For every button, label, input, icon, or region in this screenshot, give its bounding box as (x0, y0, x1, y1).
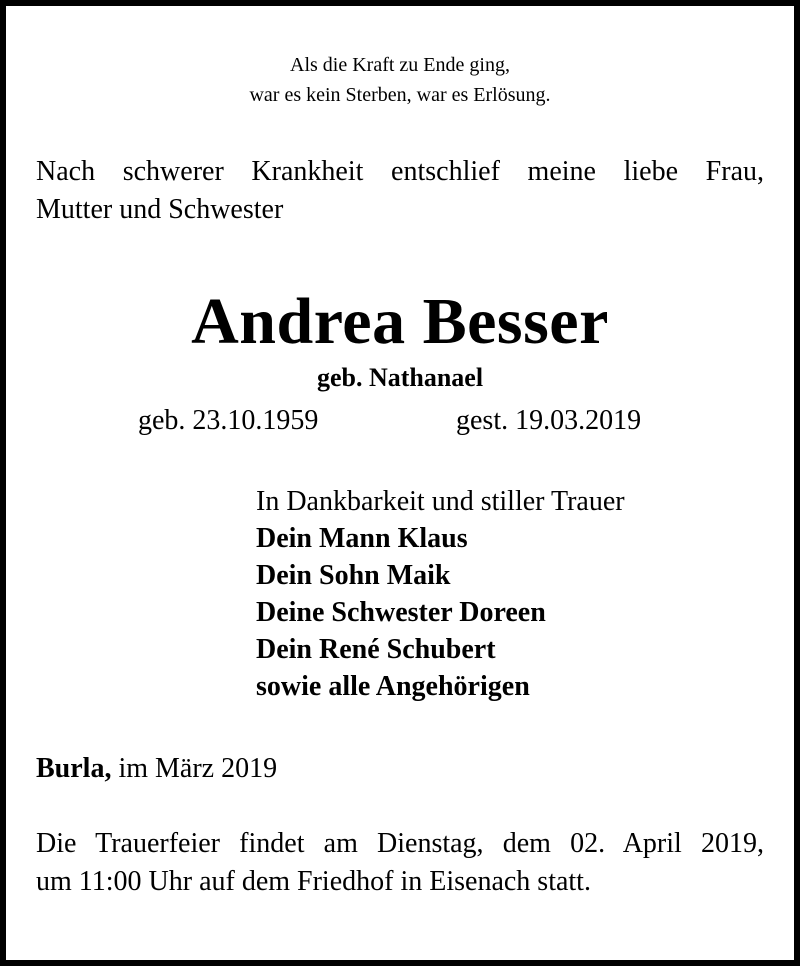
mourner-name: Dein Sohn Maik (256, 560, 451, 591)
place-date: im März 2019 (111, 753, 278, 784)
birth-date: geb. 23.10.1959 (138, 405, 319, 436)
place-town: Burla, (36, 753, 112, 784)
intro-line-1: Nach schwerer Krankheit entschlief meine liebe Frau, (36, 156, 764, 187)
mourners-block (256, 483, 625, 705)
death-date: gest. 19.03.2019 (456, 405, 642, 436)
mourner-name: sowie alle Angehörigen (256, 671, 530, 702)
mourners-heading: In Dankbarkeit und stiller Trauer (256, 486, 625, 517)
motto-line-2: war es kein Sterben, war es Erlösung. (249, 84, 551, 106)
mourner-name: Dein René Schubert (256, 634, 496, 665)
motto-line-1: Als die Kraft zu Ende ging, (290, 54, 510, 76)
funeral-notice-line-2: um 11:00 Uhr auf dem Friedhof in Eisenach statt. (36, 866, 591, 897)
mourner-name: Dein Mann Klaus (256, 523, 468, 554)
deceased-name: Andrea Besser (191, 285, 609, 358)
place-and-date (36, 750, 277, 788)
funeral-notice-line-1: Die Trauerfeier findet am Dienstag, dem 02. April 2019, (36, 828, 764, 859)
intro-line-2: Mutter und Schwester (36, 194, 284, 225)
mourner-name: Deine Schwester Doreen (256, 597, 546, 628)
maiden-name: geb. Nathanael (316, 363, 484, 392)
